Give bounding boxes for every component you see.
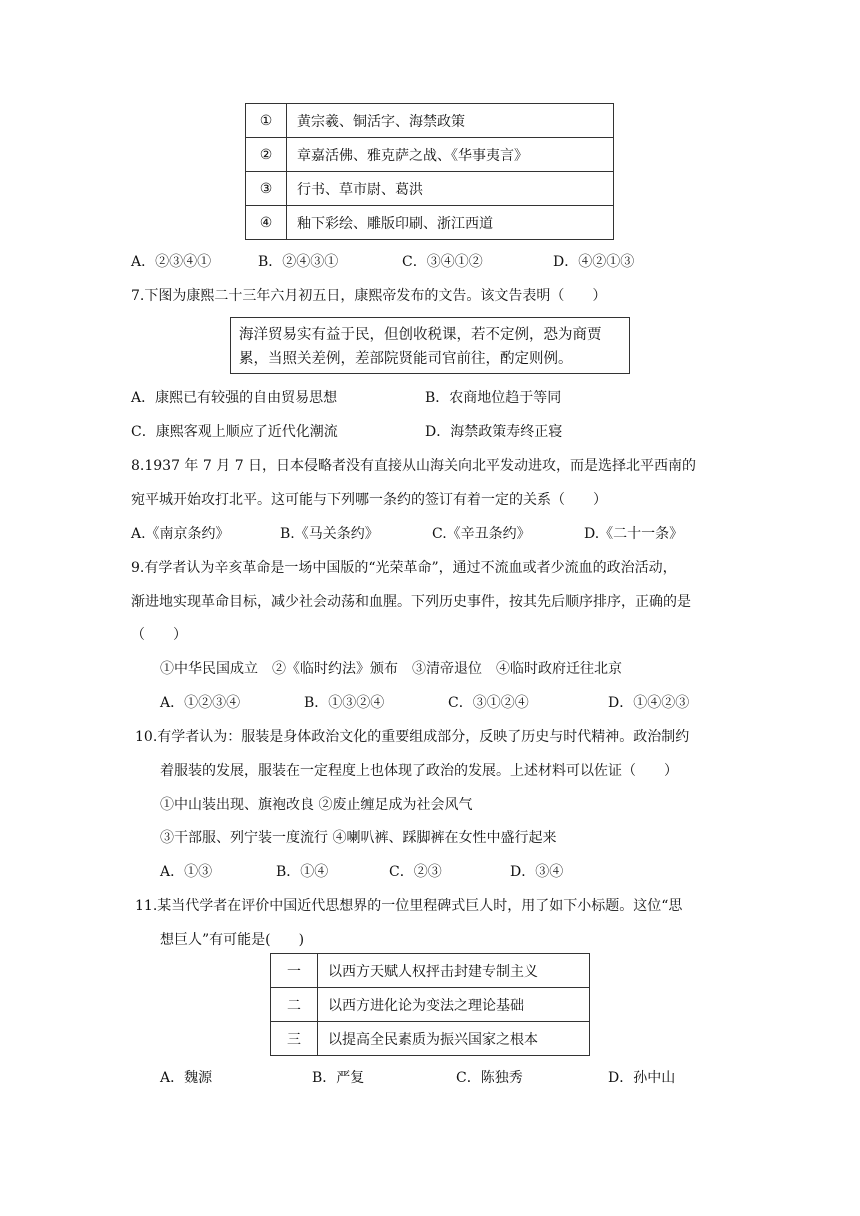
- q9-option-b: B．①③②④: [304, 695, 385, 711]
- row-number: ④: [246, 206, 287, 240]
- q9-items: ①中华民国成立 ②《临时约法》颁布 ③清帝退位 ④临时政府迁往北京: [160, 661, 622, 677]
- q6-option-b: B．②④③①: [258, 254, 339, 270]
- row-number: 一: [271, 954, 318, 988]
- q9-stem-line2: 渐进地实现革命目标，减少社会动荡和血腥。下列历史事件，按其先后顺序排序，正确的是: [131, 594, 691, 610]
- q7-option-b: B．农商地位趋于等同: [425, 390, 562, 406]
- table-row: [246, 206, 614, 240]
- row-number: ①: [246, 104, 287, 138]
- headings-table: [270, 953, 590, 1056]
- row-number: 二: [271, 988, 318, 1022]
- q11-stem-line2: 想巨人”有可能是( ): [160, 932, 305, 948]
- quote-line: 海洋贸易实有益于民，但创收税课，若不定例，恐为商贾: [239, 327, 602, 343]
- q8-stem-line2: 宛平城开始攻打北平。这可能与下列哪一条约的签订有着一定的关系（ ）: [131, 492, 607, 508]
- q11-option-d: D．孙中山: [608, 1070, 676, 1086]
- row-text: 章嘉活佛、雅克萨之战、《华事夷言》: [287, 138, 614, 172]
- q9-stem-line3: （ ）: [131, 627, 187, 643]
- q11-stem-line1: 11.某当代学者在评价中国近代思想界的一位里程碑式巨人时，用了如下小标题。这位“思: [135, 898, 683, 914]
- row-text: 黄宗羲、铜活字、海禁政策: [287, 104, 614, 138]
- q7-quote-box: [230, 317, 630, 374]
- table-row: [271, 1022, 590, 1056]
- q8-option-c: C.《辛丑条约》: [432, 526, 531, 542]
- q7-option-a: A．康熙已有较强的自由贸易思想: [131, 390, 338, 406]
- q7-stem: 7.下图为康熙二十三年六月初五日，康熙帝发布的文告。该文告表明（ ）: [131, 288, 607, 304]
- q10-items-1: ①中山装出现、旗袍改良 ②废止缠足成为社会风气: [160, 797, 473, 813]
- q9-stem-line1: 9.有学者认为辛亥革命是一场中国版的“光荣革命”，通过不流血或者少流血的政治活动，: [131, 560, 677, 576]
- q10-option-d: D．③④: [510, 864, 564, 880]
- q10-option-b: B．①④: [276, 864, 329, 880]
- events-table: [245, 103, 614, 240]
- q8-stem-line1: 8.1937 年 7 月 7 日，日本侵略者没有直接从山海关向北平发动进攻，而是选择北平西南的: [131, 458, 697, 474]
- q7-option-c: C．康熙客观上顺应了近代化潮流: [131, 424, 338, 440]
- q11-option-b: B．严复: [312, 1070, 365, 1086]
- q6-option-d: D．④②①③: [553, 254, 635, 270]
- row-text: 行书、草市尉、葛洪: [287, 172, 614, 206]
- q8-option-d: D.《二十一条》: [584, 526, 684, 542]
- q6-option-a: A．②③④①: [131, 254, 212, 270]
- row-number: ②: [246, 138, 287, 172]
- row-text: 釉下彩绘、雕版印刷、浙江西道: [287, 206, 614, 240]
- q8-option-b: B.《马关条约》: [280, 526, 379, 542]
- q10-option-c: C．②③: [389, 864, 442, 880]
- table-row: [246, 172, 614, 206]
- table-row: [246, 138, 614, 172]
- q6-option-c: C．③④①②: [402, 254, 483, 270]
- quote-line: 累，当照关差例，差部院贤能司官前往，酌定则例。: [239, 351, 573, 367]
- q8-option-a: A.《南京条约》: [131, 526, 230, 542]
- row-number: ③: [246, 172, 287, 206]
- q10-stem-line2: 着服装的发展，服装在一定程度上也体现了政治的发展。上述材料可以佐证（ ）: [160, 763, 678, 779]
- q10-stem-line1: 10.有学者认为：服装是身体政治文化的重要组成部分，反映了历史与时代精神。政治制约: [135, 729, 690, 745]
- table-row: [271, 954, 590, 988]
- q10-items-2: ③干部服、列宁装一度流行 ④喇叭裤、踩脚裤在女性中盛行起来: [160, 830, 557, 846]
- q10-option-a: A．①③: [160, 864, 213, 880]
- q11-option-a: A．魏源: [160, 1070, 213, 1086]
- table-row: [271, 988, 590, 1022]
- row-text: 以西方天赋人权抨击封建专制主义: [318, 954, 590, 988]
- table-row: [246, 104, 614, 138]
- row-text: 以西方进化论为变法之理论基础: [318, 988, 590, 1022]
- q9-option-c: C．③①②④: [448, 695, 529, 711]
- q9-option-a: A．①②③④: [160, 695, 241, 711]
- q11-option-c: C．陈独秀: [456, 1070, 523, 1086]
- row-text: 以提高全民素质为振兴国家之根本: [318, 1022, 590, 1056]
- row-number: 三: [271, 1022, 318, 1056]
- q7-option-d: D．海禁政策寿终正寝: [425, 424, 563, 440]
- q9-option-d: D．①④②③: [608, 695, 690, 711]
